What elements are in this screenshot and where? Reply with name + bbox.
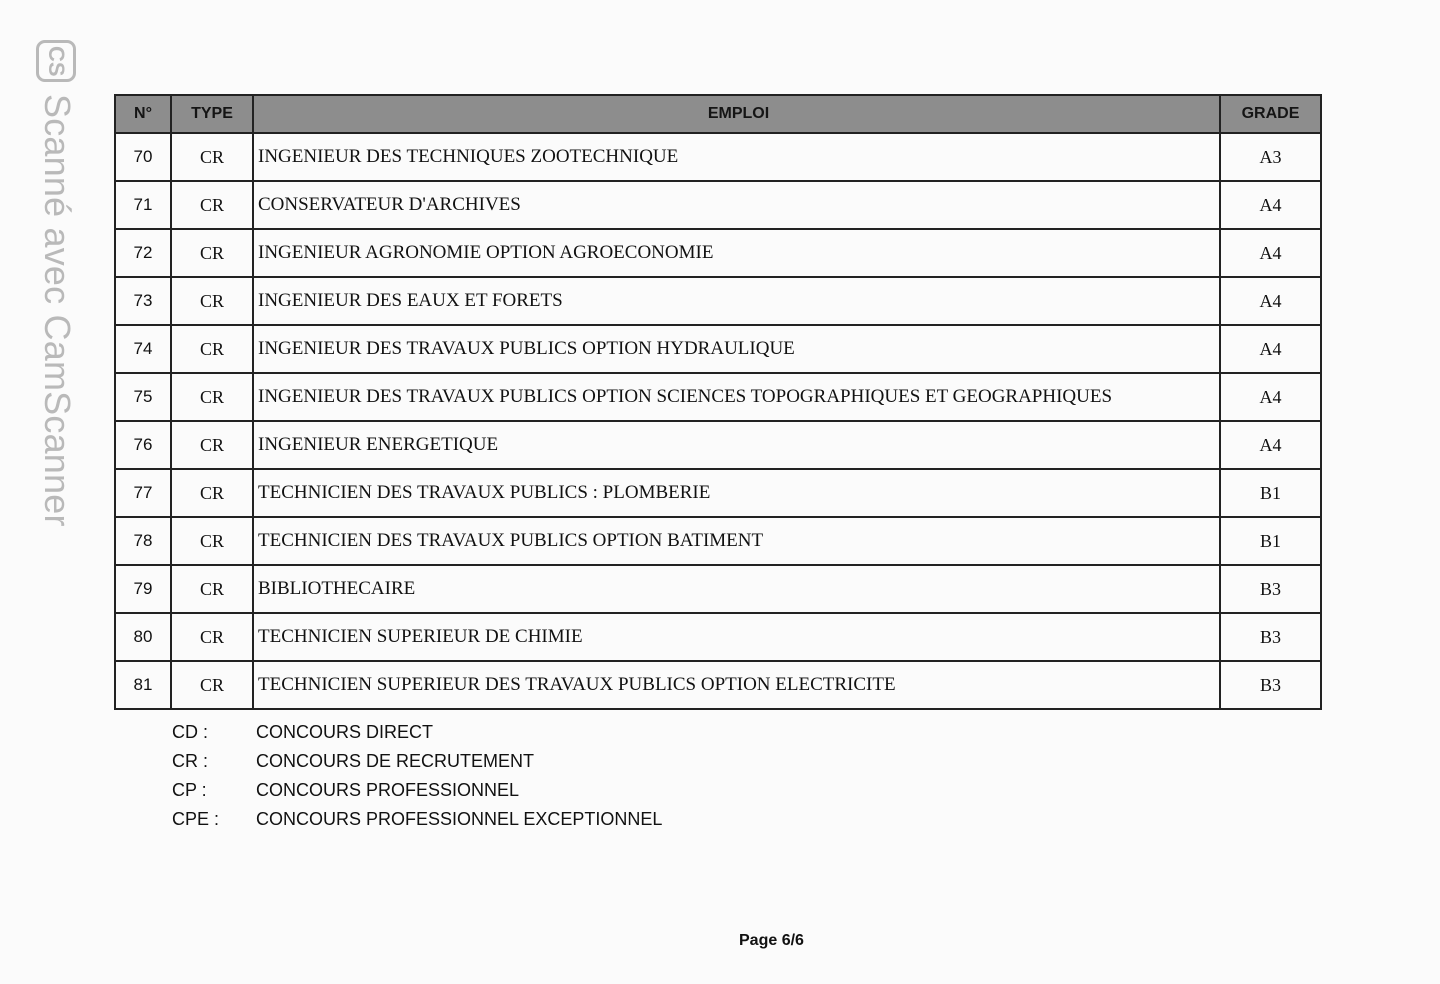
row-job: TECHNICIEN SUPERIEUR DE CHIMIE bbox=[253, 613, 1220, 661]
row-type: CR bbox=[171, 421, 253, 469]
row-grade: B3 bbox=[1220, 565, 1321, 613]
row-grade: A4 bbox=[1220, 229, 1321, 277]
row-job: TECHNICIEN SUPERIEUR DES TRAVAUX PUBLICS OPTION ELECTRICITE bbox=[253, 661, 1220, 709]
row-type: CR bbox=[171, 277, 253, 325]
legend-code: CD : bbox=[172, 722, 208, 742]
row-grade: B3 bbox=[1220, 661, 1321, 709]
row-number: 81 bbox=[115, 661, 171, 709]
row-number: 80 bbox=[115, 613, 171, 661]
row-job: INGENIEUR DES TECHNIQUES ZOOTECHNIQUE bbox=[253, 133, 1220, 181]
row-job: BIBLIOTHECAIRE bbox=[253, 565, 1220, 613]
legend-item bbox=[172, 776, 662, 805]
row-number: 70 bbox=[115, 133, 171, 181]
header-job: EMPLOI bbox=[253, 95, 1220, 133]
legend-item bbox=[172, 747, 662, 776]
row-grade: A4 bbox=[1220, 325, 1321, 373]
legend-code: CP : bbox=[172, 780, 207, 800]
header-type: TYPE bbox=[171, 95, 253, 133]
row-job: INGENIEUR DES TRAVAUX PUBLICS OPTION HYDRAULIQUE bbox=[253, 325, 1220, 373]
row-type: CR bbox=[171, 373, 253, 421]
table-header-row bbox=[115, 95, 1321, 133]
row-job: CONSERVATEUR D'ARCHIVES bbox=[253, 181, 1220, 229]
row-type: CR bbox=[171, 325, 253, 373]
table-row bbox=[115, 565, 1321, 613]
row-job: TECHNICIEN DES TRAVAUX PUBLICS OPTION BATIMENT bbox=[253, 517, 1220, 565]
table-row bbox=[115, 229, 1321, 277]
row-number: 73 bbox=[115, 277, 171, 325]
row-job: INGENIEUR ENERGETIQUE bbox=[253, 421, 1220, 469]
row-grade: A4 bbox=[1220, 373, 1321, 421]
table-row bbox=[115, 181, 1321, 229]
row-number: 76 bbox=[115, 421, 171, 469]
row-type: CR bbox=[171, 229, 253, 277]
row-job: INGENIEUR AGRONOMIE OPTION AGROECONOMIE bbox=[253, 229, 1220, 277]
legend-description: CONCOURS DIRECT bbox=[256, 722, 434, 742]
row-number: 77 bbox=[115, 469, 171, 517]
row-job: INGENIEUR DES TRAVAUX PUBLICS OPTION SCIENCES TOPOGRAPHIQUES ET GEOGRAPHIQUES bbox=[253, 373, 1220, 421]
table-row bbox=[115, 325, 1321, 373]
table-row bbox=[115, 469, 1321, 517]
table-row bbox=[115, 661, 1321, 709]
table-row bbox=[115, 517, 1321, 565]
table-row bbox=[115, 133, 1321, 181]
legend-description: CONCOURS PROFESSIONNEL EXCEPTIONNEL bbox=[256, 809, 663, 829]
row-type: CR bbox=[171, 469, 253, 517]
legend-code: CR : bbox=[172, 751, 208, 771]
row-grade: A4 bbox=[1220, 421, 1321, 469]
row-job: INGENIEUR DES EAUX ET FORETS bbox=[253, 277, 1220, 325]
row-type: CR bbox=[171, 133, 253, 181]
legend-item bbox=[172, 718, 662, 747]
row-type: CR bbox=[171, 661, 253, 709]
row-number: 71 bbox=[115, 181, 171, 229]
row-grade: A4 bbox=[1220, 277, 1321, 325]
row-grade: A4 bbox=[1220, 181, 1321, 229]
row-number: 74 bbox=[115, 325, 171, 373]
row-number: 78 bbox=[115, 517, 171, 565]
header-number: N° bbox=[115, 95, 171, 133]
camscanner-watermark bbox=[28, 38, 88, 538]
row-grade: B1 bbox=[1220, 517, 1321, 565]
type-legend bbox=[172, 718, 662, 834]
row-type: CR bbox=[171, 565, 253, 613]
row-number: 79 bbox=[115, 565, 171, 613]
legend-description: CONCOURS PROFESSIONNEL bbox=[256, 780, 520, 800]
row-number: 75 bbox=[115, 373, 171, 421]
header-grade: GRADE bbox=[1220, 95, 1321, 133]
table-row bbox=[115, 373, 1321, 421]
row-type: CR bbox=[171, 181, 253, 229]
job-table bbox=[114, 94, 1322, 710]
table-row bbox=[115, 277, 1321, 325]
row-grade: A3 bbox=[1220, 133, 1321, 181]
legend-code: CPE : bbox=[172, 809, 220, 829]
row-type: CR bbox=[171, 613, 253, 661]
camscanner-logo: CS bbox=[36, 40, 76, 82]
row-type: CR bbox=[171, 517, 253, 565]
table-row bbox=[115, 421, 1321, 469]
watermark-text: Scanné avec CamScanner bbox=[37, 94, 78, 527]
page-number: Page 6/6 bbox=[739, 932, 804, 949]
table-row bbox=[115, 613, 1321, 661]
row-job: TECHNICIEN DES TRAVAUX PUBLICS : PLOMBERIE bbox=[253, 469, 1220, 517]
row-grade: B1 bbox=[1220, 469, 1321, 517]
legend-item bbox=[172, 805, 662, 834]
legend-description: CONCOURS DE RECRUTEMENT bbox=[256, 751, 535, 771]
row-number: 72 bbox=[115, 229, 171, 277]
row-grade: B3 bbox=[1220, 613, 1321, 661]
